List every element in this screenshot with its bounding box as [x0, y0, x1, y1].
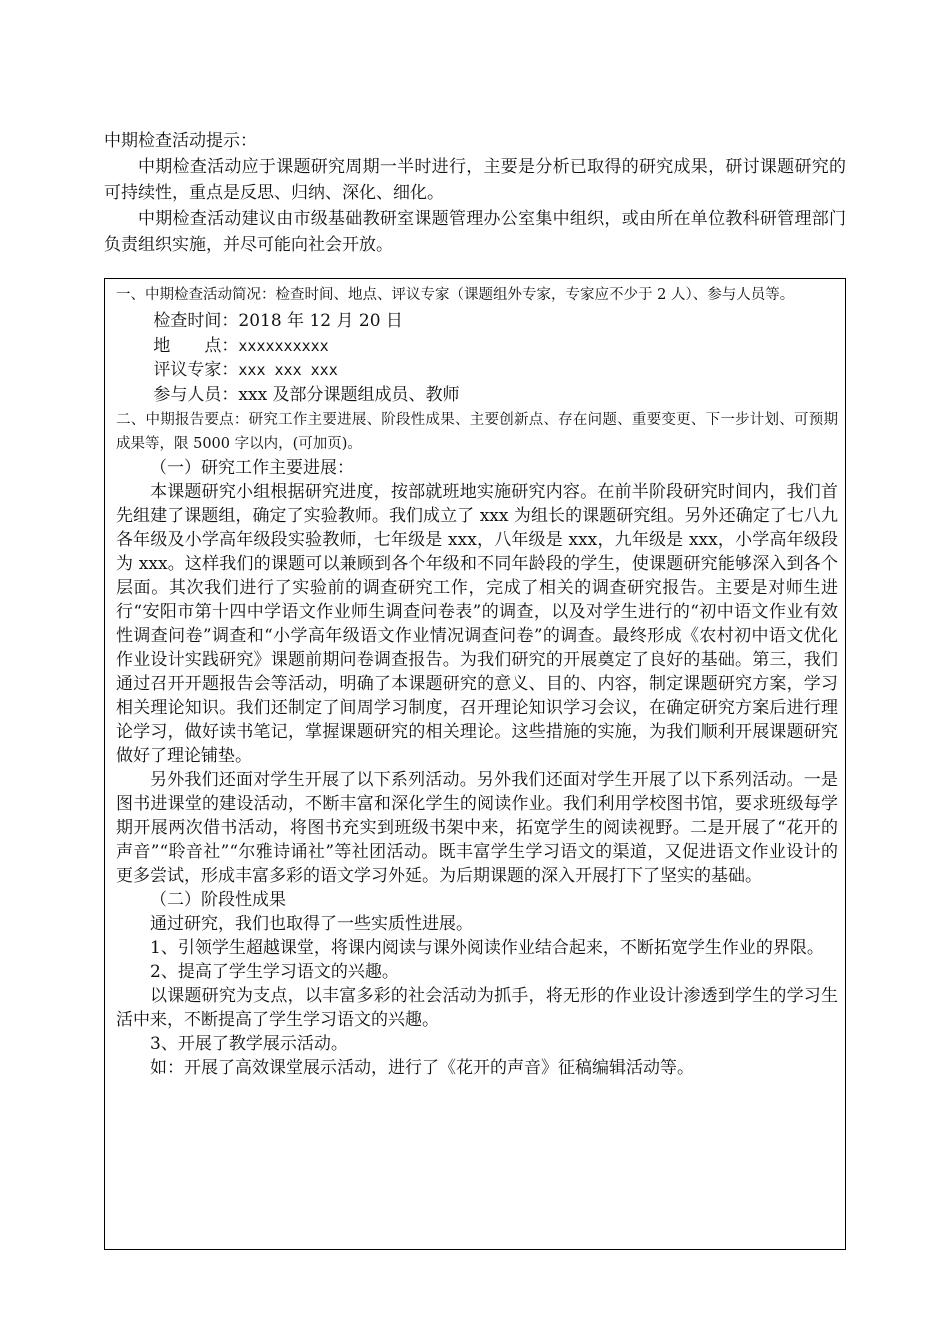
check-time-label: 检查时间： [153, 311, 239, 331]
participants-row [116, 383, 838, 408]
check-place-value: xxxxxxxxxx [238, 336, 329, 355]
check-info [116, 309, 838, 407]
check-place-label: 地 点： [153, 335, 239, 356]
result-item-2: 2、提高了学生学习语文的兴趣。 [150, 962, 399, 982]
progress-heading: （一）研究工作主要进展： [150, 458, 354, 478]
check-time-row [116, 309, 838, 334]
check-time-value: 2018 年 12 月 20 日 [238, 311, 403, 331]
activity-tips [104, 128, 846, 258]
result-item-1: 1、引领学生超越课堂，将课内阅读与课外阅读作业结合起来，不断拓宽学生作业的界限。 [150, 938, 824, 958]
results-heading: （二）阶段性成果 [150, 890, 286, 910]
result-item-3-detail: 如：开展了高效课堂展示活动，进行了《花开的声音》征稿编辑活动等。 [150, 1058, 694, 1078]
section2-prompt: 二、中期报告要点：研究工作主要进展、阶段性成果、主要创新点、存在问题、重要变更、下一步计划、可预期成果等，限 5000 字以内，(可加页)。 [116, 412, 838, 452]
participants-value: xxx 及部分课题组成员、教师 [238, 384, 460, 405]
tips-heading: 中期检查活动提示： [104, 131, 257, 151]
report-body [116, 456, 838, 1080]
result-item-3: 3、开展了教学展示活动。 [150, 1034, 348, 1054]
tips-paragraph-2: 中期检查活动建议由市级基础教研室课题管理办公室集中组织，或由所在单位教科研管理部门负责组织实施，并尽可能向社会开放。 [104, 209, 846, 255]
experts-label: 评议专家： [153, 360, 239, 380]
progress-paragraph-2: 另外我们还面对学生开展了以下系列活动。另外我们还面对学生开展了以下系列活动。一是图书进课堂的建设活动，不断丰富和深化学生的阅读作业。我们利用学校图书馆，要求班级每学期开展两次借书活动，将图书充实到班级书架中来，拓宽学生的阅读视野。二是开展了“花开的声音”“聆音社”“尔雅诗诵社”等社团活动。既丰富学生学习语文的渠道，又促进语文作业设计的更多尝试，形成丰富多彩的语文学习外延。为后期课题的深入开展打下了坚实的基础。 [116, 770, 838, 886]
participants-label: 参与人员： [153, 384, 239, 405]
section1-prompt: 一、中期检查活动简况：检查时间、地点、评议专家（课题组外专家，专家应不少于 2 人）、参与人员等。 [116, 287, 795, 303]
check-place-row [116, 334, 838, 359]
result-item-2-detail: 以课题研究为支点，以丰富多彩的社会活动为抓手，将无形的作业设计渗透到学生的学习生活中来，不断提高了学生学习语文的兴趣。 [116, 986, 838, 1030]
progress-paragraph-1: 本课题研究小组根据研究进度，按部就班地实施研究内容。在前半阶段研究时间内，我们首先组建了课题组，确定了实验教师。我们成立了 xxx 为组长的课题研究组。另外还确定了七八九各年级及小学高年级段实验教师，七年级是 xxx，八年级是 xxx，九年级是 xxx，小学高年级段为 xxx。这样我们的课题可以兼顾到各个年级和不同年龄段的学生，使课题研究能够深入到各个层面。其次我们进行了实验前的调查研究工作，完成了相关的调查研究报告。主要是对师生进行“安阳市第十四中学语文作业师生调查问卷表”的调查，以及对学生进行的“初中语文作业有效性调查问卷”调查和“小学高年级语文作业情况调查问卷”的调查。最终形成《农村初中语文优化作业设计实践研究》课题前期问卷调查报告。为我们研究的开展奠定了良好的基础。第三，我们通过召开开题报告会等活动，明确了本课题研究的意义、目的、内容，制定课题研究方案，学习相关理论知识。我们还制定了间周学习制度，召开理论知识学习会议，在确定研究方案后进行理论学习，做好读书笔记，掌握课题研究的相关理论。这些措施的实施，为我们顺利开展课题研究做好了理论铺垫。 [116, 482, 838, 766]
results-intro: 通过研究，我们也取得了一些实质性进展。 [150, 914, 473, 934]
midterm-report-form [104, 278, 846, 1250]
experts-value: xxx xxx xxx [238, 361, 338, 379]
tips-paragraph-1: 中期检查活动应于课题研究周期一半时进行，主要是分析已取得的研究成果，研讨课题研究的可持续性，重点是反思、归纳、深化、细化。 [104, 157, 846, 203]
experts-row [116, 358, 838, 383]
